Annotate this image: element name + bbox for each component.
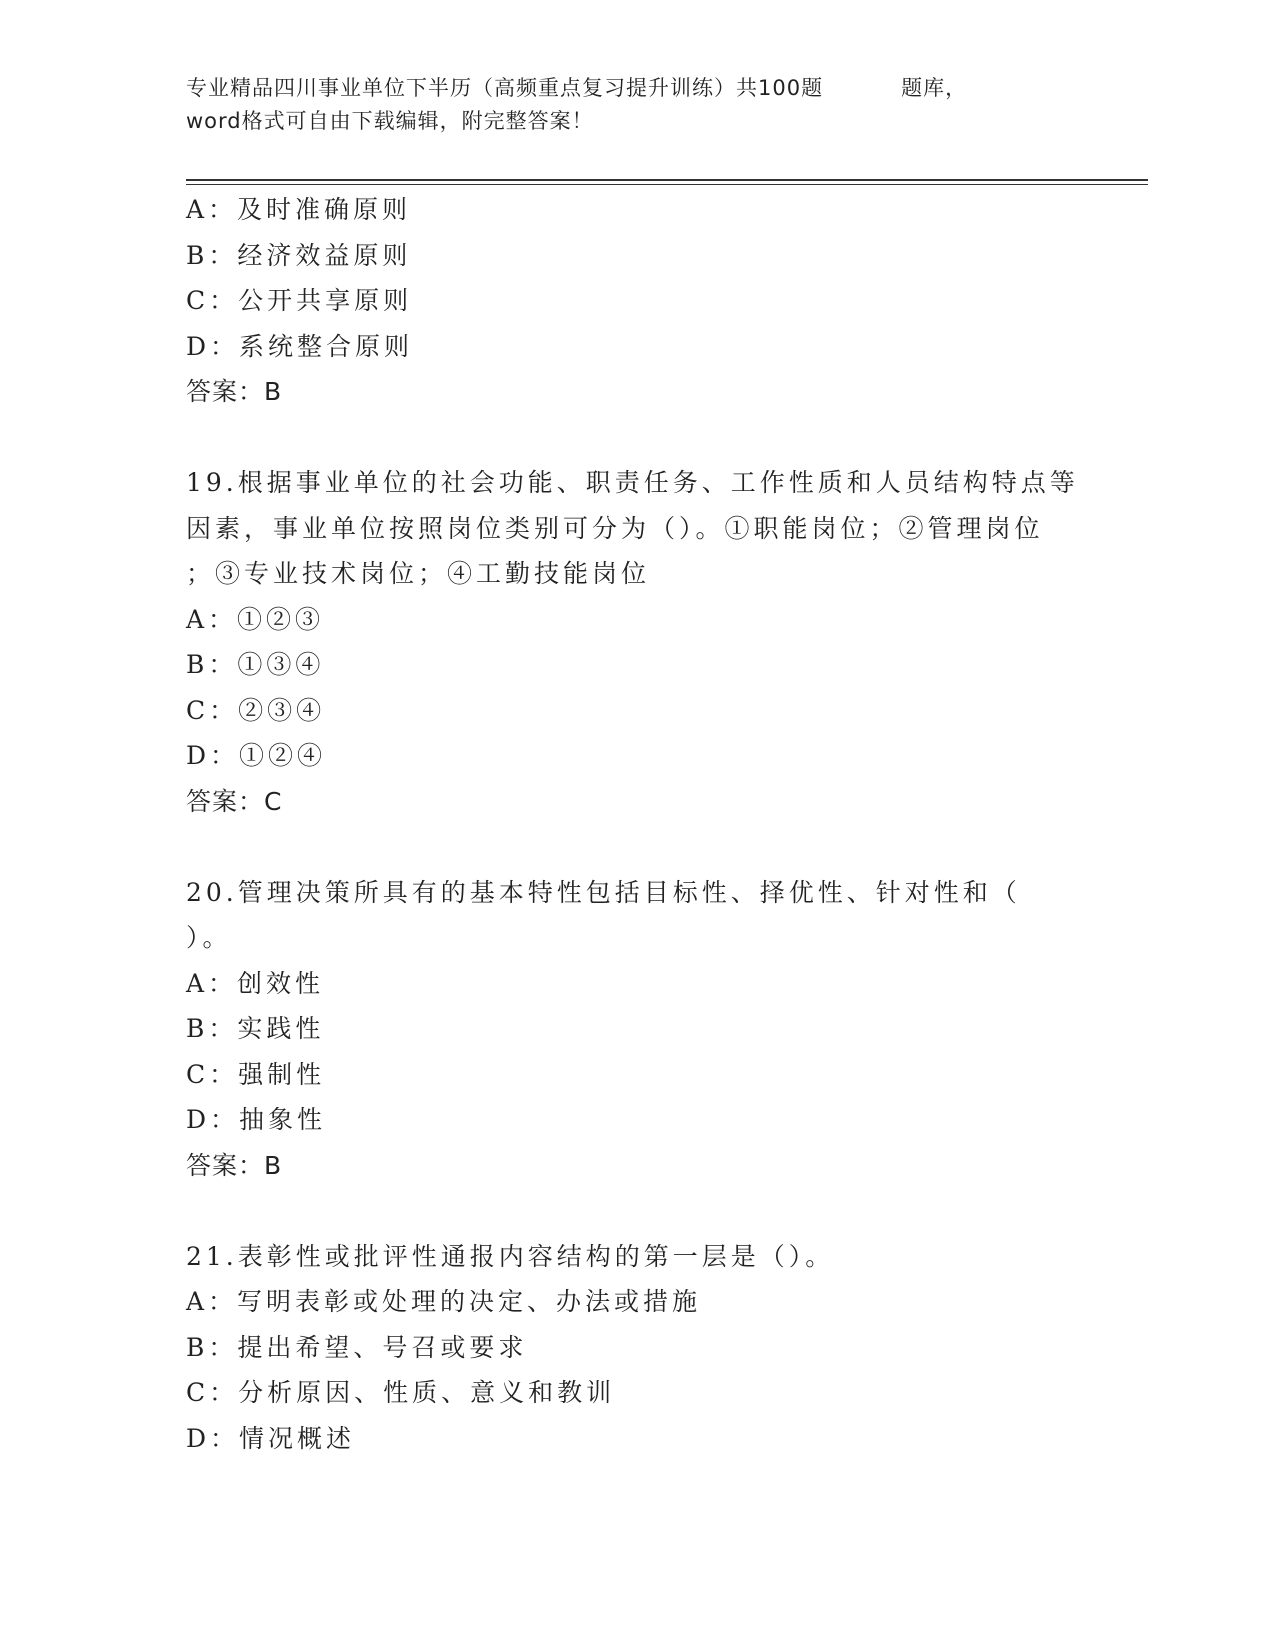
option-a: A：写明表彰或处理的决定、办法或措施	[186, 1287, 702, 1316]
option-b: B：①③④	[186, 650, 325, 679]
question-list	[186, 187, 1086, 1461]
option-d: D：①②④	[186, 741, 327, 770]
answer: 答案：B	[186, 1150, 283, 1180]
option-a: A：①②③	[186, 604, 325, 634]
option-d: D：系统整合原则	[186, 331, 414, 361]
option-a: A：及时准确原则	[186, 195, 412, 224]
question-text-line: 21.表彰性或批评性通报内容结构的第一层是（）。	[186, 1241, 835, 1271]
question-text-line: 因素，事业单位按照岗位类别可分为（）。①职能岗位；②管理岗位	[186, 513, 1044, 543]
option-b: B：实践性	[186, 1014, 325, 1043]
question-18-tail	[186, 187, 1086, 415]
option-c: C：强制性	[186, 1059, 326, 1089]
header-line-2: word格式可自由下载编辑，附完整答案！	[186, 109, 594, 133]
question-21	[186, 1234, 1086, 1462]
header-line-1	[186, 72, 1086, 105]
header-rule-thin	[186, 184, 1148, 185]
answer: 答案：B	[186, 377, 283, 406]
option-c: C：分析原因、性质、意义和教训	[186, 1378, 616, 1407]
question-19	[186, 460, 1086, 824]
option-d: D：情况概述	[186, 1423, 356, 1453]
option-b: B：经济效益原则	[186, 240, 412, 270]
document-header	[186, 72, 1086, 138]
option-a: A：创效性	[186, 968, 325, 998]
option-c: C：公开共享原则	[186, 286, 413, 315]
answer: 答案：C	[186, 786, 283, 816]
option-b: B：提出希望、号召或要求	[186, 1332, 528, 1362]
option-d: D：抽象性	[186, 1105, 327, 1134]
question-text-line: ）。	[186, 923, 232, 952]
header-title: 专业精品四川事业单位下半历（高频重点复习提升训练）共100题	[186, 76, 824, 100]
header-title-suffix: 题库，	[901, 76, 968, 100]
header-rule-thick	[186, 179, 1148, 181]
question-text-line: ；③专业技术岗位；④工勤技能岗位	[186, 559, 651, 588]
question-20	[186, 870, 1086, 1189]
question-text-line: 19.根据事业单位的社会功能、职责任务、工作性质和人员结构特点等	[186, 468, 1079, 497]
option-c: C：②③④	[186, 695, 326, 725]
question-text-line: 20.管理决策所具有的基本特性包括目标性、择优性、针对性和（	[186, 877, 1021, 907]
